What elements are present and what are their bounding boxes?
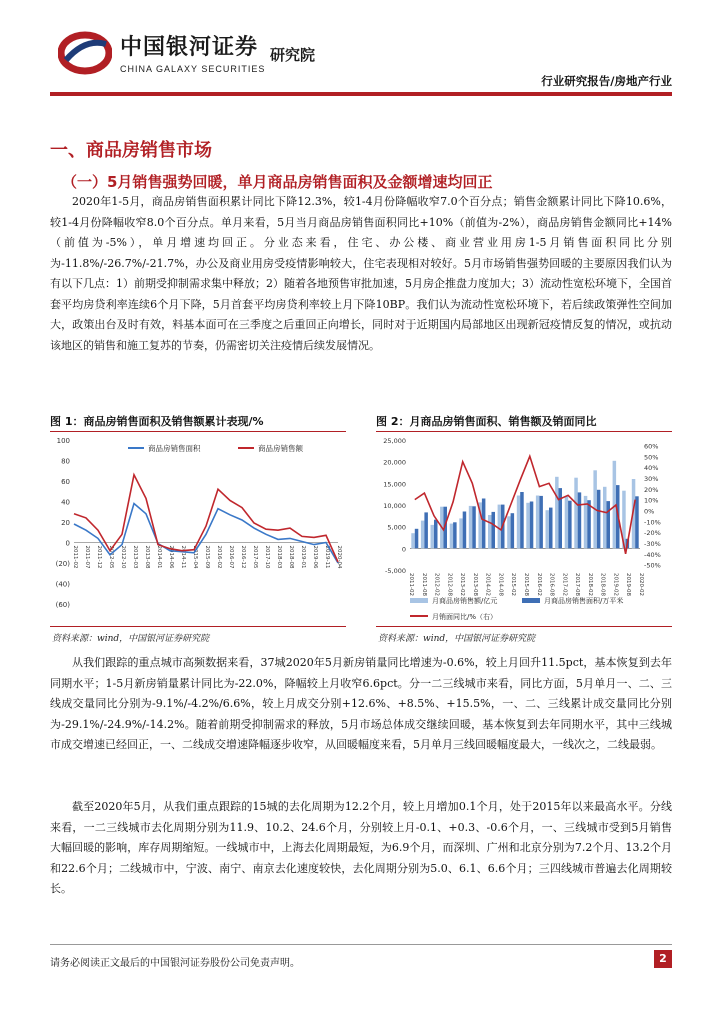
x-tick-label: 2013-08 [144, 545, 150, 569]
x-tick-label: 2015-04 [192, 545, 198, 569]
y-left-tick-label: 15,000 [383, 480, 406, 489]
legend-label: 月商品房销售额/亿元 [432, 597, 498, 605]
logo-institute: 研究院 [270, 46, 316, 64]
bar [488, 515, 492, 548]
x-tick-label: 2016-07 [228, 545, 234, 569]
y-tick-label: 40 [61, 498, 70, 507]
x-tick-label: 2015-02 [510, 573, 517, 596]
x-tick-label: 2012-10 [120, 545, 126, 569]
bar [539, 496, 543, 548]
x-tick-label: 2013-08 [471, 573, 478, 596]
figure-2-bottom-rule [376, 626, 672, 627]
y-tick-label: 100 [56, 437, 70, 445]
legend-label: 月商品房销售面积/万平米 [544, 597, 624, 605]
x-tick-label: 2014-02 [484, 573, 491, 596]
y-tick-label: 20 [61, 519, 70, 527]
x-tick-label: 2014-11 [180, 545, 186, 569]
bar [568, 501, 572, 549]
bar [607, 501, 611, 548]
y-tick-label: 0 [65, 539, 70, 548]
figure-1-title: 图 1：商品房销售面积及销售额累计表现/% [50, 415, 264, 428]
y-right-tick-label: -20% [644, 529, 661, 538]
y-right-tick-label: -10% [644, 518, 661, 527]
bar [511, 513, 514, 548]
x-tick-label: 2016-02 [535, 573, 542, 596]
y-right-tick-label: 40% [644, 464, 659, 473]
y-right-tick-label: -50% [644, 561, 661, 570]
y-right-tick-label: 0% [644, 507, 655, 516]
x-tick-label: 2014-01 [156, 545, 162, 569]
y-right-tick-label: 20% [644, 485, 659, 494]
y-left-tick-label: 25,000 [383, 437, 406, 445]
y-tick-label: (40) [55, 580, 70, 589]
bar [421, 521, 425, 549]
x-tick-label: 2020-02 [638, 573, 644, 596]
x-tick-label: 2017-08 [574, 573, 581, 596]
x-tick-label: 2017-02 [561, 573, 568, 596]
y-left-tick-label: 20,000 [383, 458, 406, 467]
bar [536, 496, 540, 549]
legend-label: 商品房销售面积 [148, 444, 201, 453]
x-tick-label: 2018-02 [586, 573, 593, 596]
header-divider [50, 92, 672, 96]
x-tick-label: 2017-05 [252, 545, 258, 569]
bar [431, 525, 435, 548]
x-tick-label: 2011-02 [408, 573, 414, 596]
x-tick-label: 2018-08 [288, 545, 294, 569]
x-tick-label: 2011-08 [420, 573, 427, 596]
x-tick-label: 2013-02 [459, 573, 466, 596]
bar [559, 488, 563, 548]
bar [635, 496, 639, 548]
bar [482, 499, 486, 549]
bar [597, 490, 601, 549]
bar [565, 496, 569, 548]
bar [492, 512, 496, 548]
legend-swatch [410, 598, 428, 603]
bar [411, 533, 415, 548]
yoy-line [415, 456, 635, 554]
bar [603, 487, 607, 549]
bar [450, 524, 454, 549]
figure-1-source: 资料来源：wind，中国银河证券研究院 [52, 634, 210, 644]
x-tick-label: 2019-06 [312, 545, 318, 569]
y-right-tick-label: 50% [644, 453, 659, 462]
x-tick-label: 2018-08 [599, 573, 606, 596]
y-right-tick-label: 30% [644, 474, 659, 483]
bar [415, 529, 419, 549]
chart-cumulative-sales [48, 432, 348, 624]
figure-1-bottom-rule [50, 626, 346, 627]
bar [459, 518, 463, 548]
x-tick-label: 2013-03 [132, 545, 138, 569]
x-tick-label: 2011-07 [84, 545, 90, 569]
bar [463, 512, 467, 549]
bar [546, 510, 550, 548]
y-right-tick-label: -40% [644, 550, 661, 559]
footer-divider [50, 944, 672, 945]
bar [498, 505, 502, 549]
figure-2-title: 图 2：月商品房销售面积、销售额及销面同比 [376, 415, 597, 428]
bar [472, 506, 476, 548]
bar [526, 503, 530, 549]
y-left-tick-label: 5,000 [387, 523, 406, 532]
y-tick-label: 80 [61, 457, 70, 466]
bar [520, 492, 524, 548]
x-tick-label: 2015-08 [523, 573, 529, 596]
x-tick-label: 2016-08 [548, 573, 555, 596]
x-tick-label: 2012-05 [108, 545, 114, 569]
x-tick-label: 2020-04 [336, 545, 342, 569]
paragraph-sales-overview: 2020年1-5月，商品房销售面积累计同比下降12.3%，较1-4月份降幅收窄7.0个百分点；销售金额累计同比下降10.6%，较1-4月份降幅收窄8.0个百分点。单月来看，5月当月商品房销售面积同比+10%（前值为-2%），商品房销售金额同比+14%（前值为-5%），单月增速均回正。分业态来看，住宅、办公楼、商业营业用房1-5月销售面积同比分别为-11.8%/-26.7%/-21.7%，办公及商业用房受疫情影响较大，住宅表现相对较好。5月市场销售强势回暖的主要原因我们认为有以下几点：1）前期受抑制需求集中释放；2）随着各地预售审批加速，5月房企推盘力度加大；3）流动性宽松环境下，全国首套平均房贷利率连续6个月下降，5月首套平均房贷利率较上月下降10BP。我们认为流动性宽松环境下，若后续政策弹性空间加大，政策出台及时有效，料基本面可在三季度之后重回正向增长，同时对于近期国内局部地区出现新冠疫情反复的情况，或抗动该地区的销售和施工复苏的节奏，仍需密切关注疫情后续发展情况。 [50, 195, 672, 352]
x-tick-label: 2019-01 [300, 545, 306, 569]
y-tick-label: (20) [55, 560, 70, 568]
bar [507, 516, 511, 548]
paragraph-inventory-cycle: 截至2020年5月，从我们重点跟踪的15城的去化周期为12.2个月，较上月增加0.1个月，处于2015年以来最高水平。分线来看，一二三线城市去化周期分别为11.9、10.2、24.6个月，分别较上月-0.1、+0.3、-0.6个月，一、三线城市受到5月销售大幅回暖的影响，库存周期缩短。一线城市中，上海去化周期最短，为6.9个月，而深圳、广州和北京分别为7.2个月、13.2个月和22.6个月；二线城市中，宁波、南宁、南京去化速度较快，去化周期分别为5.0、6.1、6.6个月；三四线城市普遍去化周期较长。 [50, 800, 672, 895]
bar [587, 500, 591, 548]
y-tick-label: 60 [61, 478, 70, 486]
bar [574, 478, 578, 549]
x-tick-label: 2014-08 [497, 573, 504, 596]
x-tick-label: 2015-09 [204, 545, 210, 569]
x-tick-label: 2011-02 [72, 545, 78, 569]
legend-label: 月销面同比/%（右） [432, 613, 498, 621]
x-tick-label: 2019-02 [612, 573, 619, 596]
x-tick-label: 2016-12 [240, 545, 246, 569]
page-number: 2 [654, 950, 672, 968]
footer-disclaimer: 请务必阅读正文最后的中国银河证券股份公司免责声明。 [50, 958, 300, 969]
bar [469, 506, 473, 549]
bar [424, 512, 428, 548]
x-tick-label: 2016-02 [216, 545, 222, 569]
x-tick-label: 2019-11 [324, 545, 330, 569]
x-tick-label: 2012-02 [433, 573, 440, 596]
company-logo-icon [58, 30, 112, 76]
bar [434, 520, 438, 549]
document-type: 行业研究报告/房地产行业 [541, 74, 672, 88]
bar [555, 477, 559, 549]
y-right-tick-label: -30% [644, 539, 661, 548]
bar [578, 492, 582, 548]
bar [517, 496, 521, 549]
bar [530, 502, 534, 549]
y-left-tick-label: -5,000 [385, 567, 406, 575]
x-tick-label: 2019-08 [625, 573, 632, 596]
x-tick-label: 2014-06 [168, 545, 174, 569]
logo-company-name: 中国银河证券 [120, 35, 259, 60]
logo-english-name: CHINA GALAXY SECURITIES [120, 64, 266, 74]
y-right-tick-label: 10% [644, 496, 659, 505]
section-title: 一、商品房销售市场 [50, 140, 212, 161]
y-right-tick-label: 60% [644, 442, 659, 451]
figure-2-source: 资料来源：wind，中国银河证券研究院 [378, 634, 536, 644]
legend-label: 商品房销售额 [258, 444, 303, 453]
bar [549, 508, 553, 549]
y-tick-label: (60) [55, 601, 70, 609]
chart-monthly-sales [374, 432, 674, 624]
x-tick-label: 2018-03 [276, 545, 282, 569]
x-tick-label: 2017-10 [264, 545, 270, 569]
paragraph-city-data: 从我们跟踪的重点城市高频数据来看，37城2020年5月新房销量同比增速为-0.6%，较上月回升11.5pct，基本恢复到去年同期水平；1-5月新房销量累计同比为-22.0%，降幅较上月收窄6.6pct。分一二三线城市来看，同比方面，5月单月一、二、三线成交量同比分别为-9.1%/-4.2%/6.6%，较上月成交分别+12.6%、+8.5%、+15.5%，一、二、三线累计成交量同比分别为-29.1%/-24.9%/-14.2%。随着前期受抑制需求的释放，5月市场总体成交继续回暖，基本恢复到去年同期水平，其中三线城市成交增速已经回正，一、二线成交增速降幅逐步收窄，从回暖幅度来看，5月单月三线回暖幅度最大，一线次之，二线最弱。 [50, 656, 672, 751]
x-tick-label: 2011-12 [96, 545, 102, 569]
bar [453, 522, 457, 548]
x-tick-label: 2012-08 [446, 573, 453, 596]
y-left-tick-label: 10,000 [383, 502, 406, 510]
y-left-tick-label: 0 [401, 545, 406, 554]
legend-swatch [522, 598, 540, 603]
sub-title: （一）5月销售强势回暖，单月商品房销售面积及金额增速均回正 [62, 173, 493, 191]
